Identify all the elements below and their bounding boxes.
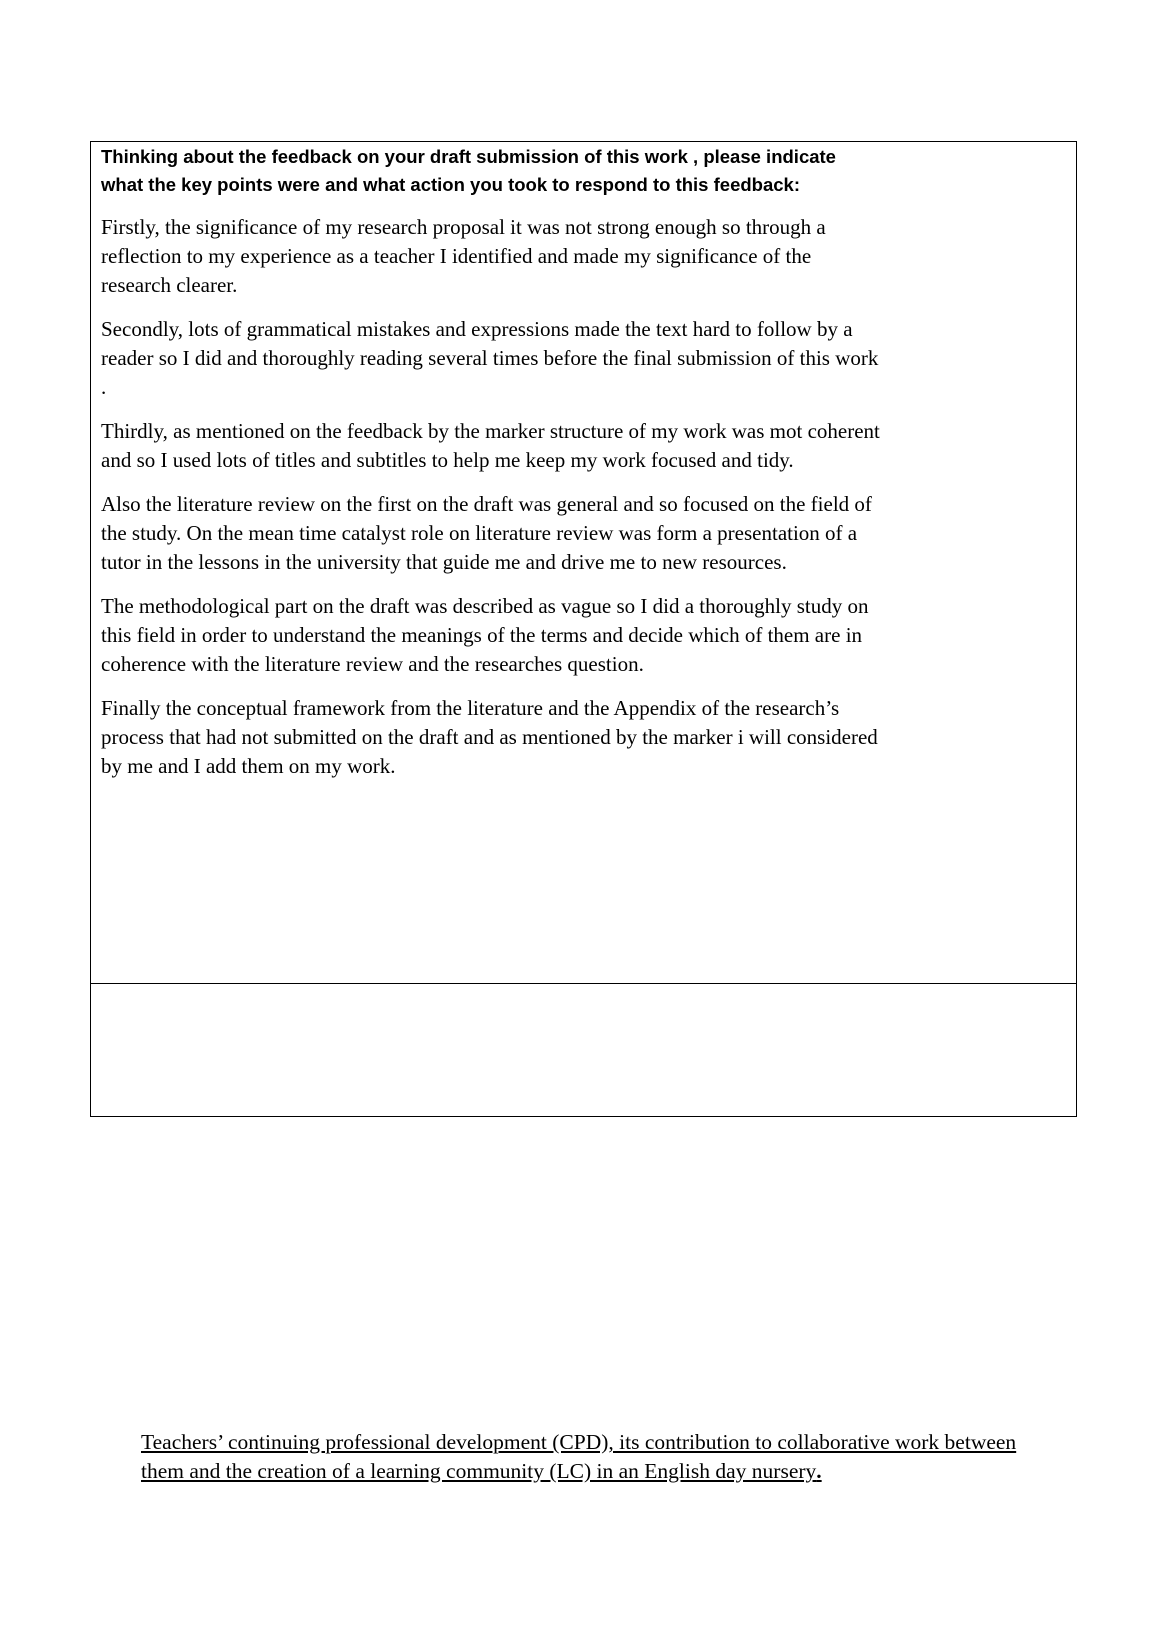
response-paragraph-2: Secondly, lots of grammatical mistakes and expressions made the text hard to follow by a reader so I did and thoroughly reading several times before the final submission of this work .	[101, 317, 879, 399]
response-paragraph-5: The methodological part on the draft was described as vague so I did a thoroughly study on this field in order to understand the meanings of the terms and decide which of them are in coherence with the literature review and the researches question.	[101, 594, 869, 676]
feedback-response-cell	[91, 143, 1076, 984]
feedback-form-table	[90, 141, 1077, 1117]
document-title-period: .	[816, 1459, 822, 1483]
response-paragraph-4: Also the literature review on the first on the draft was general and so focused on the field of the study. On the mean time catalyst role on literature review was form a presentation of a tutor in the lessons in the university that guide me and drive me to new resources.	[101, 492, 872, 574]
response-paragraph-6: Finally the conceptual framework from the literature and the Appendix of the research’s process that had not submitted on the draft and as mentioned by the marker i will considered by me and I add them on my work.	[101, 696, 878, 778]
empty-table-cell	[91, 984, 1076, 1116]
response-paragraph-3: Thirdly, as mentioned on the feedback by the marker structure of my work was mot coherent and so I used lots of titles and subtitles to help me keep my work focused and tidy.	[101, 419, 880, 472]
document-title	[141, 1428, 1061, 1486]
feedback-response-text	[101, 213, 1066, 781]
feedback-question: Thinking about the feedback on your draft submission of this work , please indicate what the key points were and what action you took to respond to this feedback:	[101, 146, 836, 195]
response-paragraph-1: Firstly, the significance of my research proposal it was not strong enough so through a reflection to my experience as a teacher I identified and made my significance of the research clearer.	[101, 215, 826, 297]
document-title-text: Teachers’ continuing professional development (CPD), its contribution to collaborative work between them and the creation of a learning community (LC) in an English day nursery	[141, 1430, 1017, 1483]
